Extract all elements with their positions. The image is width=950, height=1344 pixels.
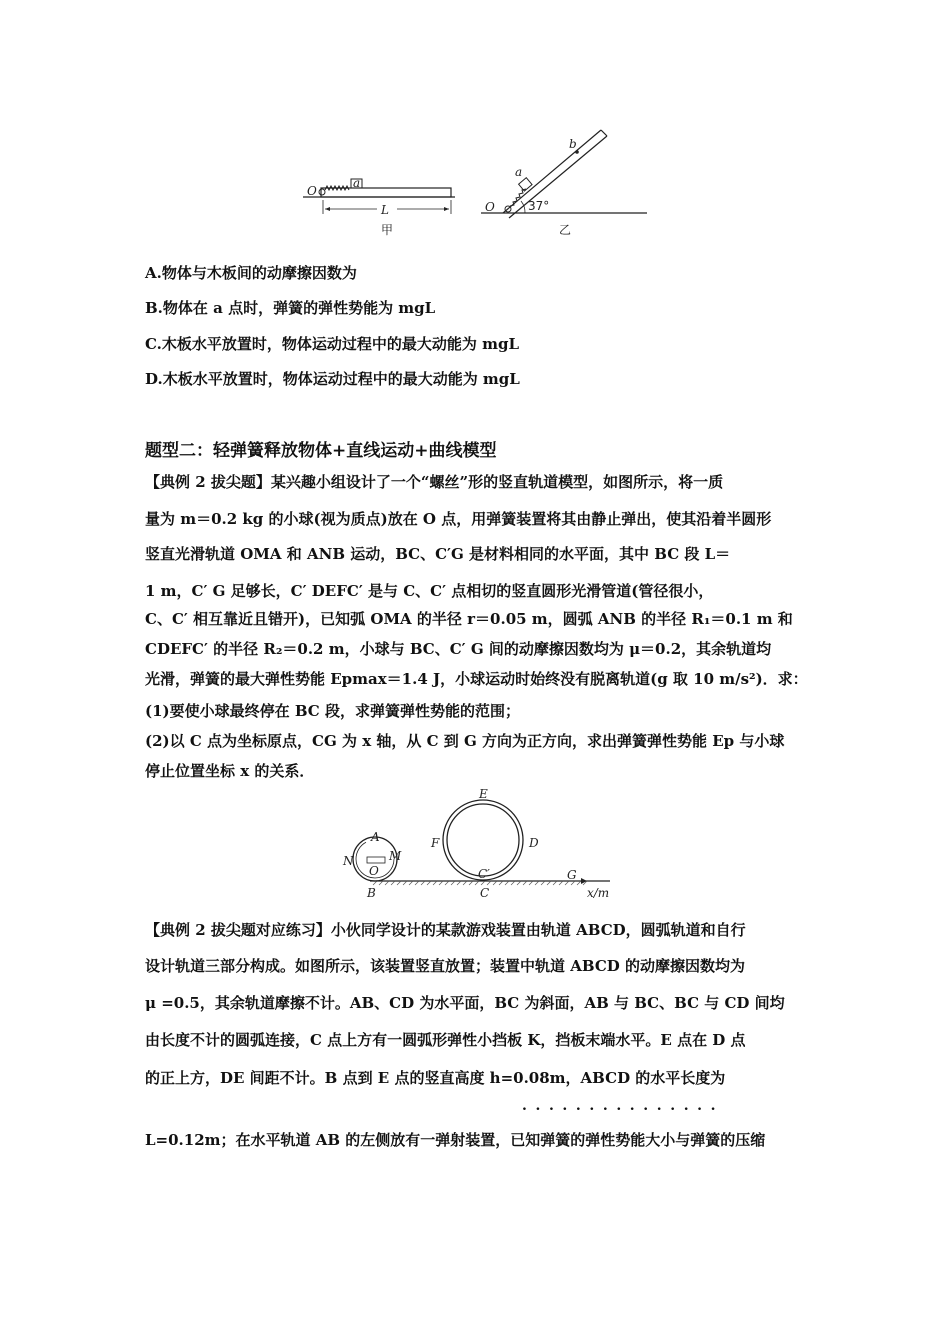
figure-jia	[303, 176, 455, 237]
label-l: L	[381, 203, 389, 217]
example2-line-5: C、C′ 相互靠近且错开)，已知弧 OMA 的半径 r＝0.05 m，圆弧 ANB 的半径 R₁＝0.1 m 和	[145, 610, 793, 628]
example2-line-4: 1 m，C′ G 足够长，C′ DEFC′ 是与 C、C′ 点相切的竖直圆形光滑管道(管径很小，	[145, 582, 714, 600]
practice-line-3: μ =0.5，其余轨道摩擦不计。AB、CD 为水平面，BC 为斜面，AB 与 BC、BC 与 CD 间均	[145, 994, 785, 1012]
example2-line-2: 量为 m＝0.2 kg 的小球(视为质点)放在 O 点，用弹簧装置将其由静止弹出，使其沿着半圆形	[145, 510, 772, 528]
practice-line-6: L=0.12m；在水平轨道 AB 的左侧放有一弹射装置，已知弹簧的弹性势能大小与弹簧的压缩	[145, 1131, 766, 1149]
label-e: E	[479, 787, 488, 801]
example2-line-8: (1)要使小球最终停在 BC 段，求弹簧弹性势能的范围；	[145, 702, 520, 720]
label-a-yi: a	[515, 165, 523, 179]
example2-line-6: CDEFC′ 的半径 R₂＝0.2 m，小球与 BC、C′ G 间的动摩擦因数均为 μ＝0.2，其余轨道均	[145, 640, 772, 658]
label-o: O	[369, 864, 379, 878]
caption-jia: 甲	[381, 223, 394, 237]
label-d: D	[529, 836, 539, 850]
example2-line-1: 【典例 2 拔尖题】某兴趣小组设计了一个“螺丝”形的竖直轨道模型，如图所示，将一质	[145, 473, 724, 491]
example2-line-10: 停止位置坐标 x 的关系．	[145, 762, 315, 780]
label-n: N	[343, 854, 354, 868]
option-a: A.物体与木板间的动摩擦因数为	[145, 264, 357, 282]
label-angle: 37°	[528, 199, 550, 213]
option-c: C.木板水平放置时，物体运动过程中的最大动能为 mgL	[145, 335, 520, 353]
label-a: A	[371, 830, 380, 844]
practice-line-5: 的正上方，DE 间距不计。B 点到 E 点的竖直高度 h=0.08m，ABCD 的水平长度为	[145, 1069, 726, 1087]
practice-line-1: 【典例 2 拔尖题对应练习】小伙同学设计的某款游戏装置由轨道 ABCD，圆弧轨道和自行	[145, 921, 746, 939]
option-b: B.物体在 a 点时，弹簧的弹性势能为 mgL	[145, 299, 436, 317]
example2-line-7: 光滑，弹簧的最大弹性势能 Epmax＝1.4 J，小球运动时始终没有脱离轨道(g 取 10 m/s²)．求：	[145, 670, 808, 688]
practice-line-2: 设计轨道三部分构成。如图所示，该装置竖直放置；装置中轨道 ABCD 的动摩擦因数均为	[145, 957, 745, 975]
label-b-yi: b	[569, 137, 577, 151]
practice-line-4: 由长度不计的圆弧连接，C 点上方有一圆弧形弹性小挡板 K，挡板末端水平。E 点在 D 点	[145, 1031, 746, 1049]
option-d: D.木板水平放置时，物体运动过程中的最大动能为 mgL	[145, 370, 520, 388]
emphasis-dots: ...............	[522, 1098, 725, 1114]
label-c-prime: C′	[478, 867, 490, 881]
figure-board-spring	[295, 120, 655, 242]
section-title: 题型二：轻弹簧释放物体+直线运动+曲线模型	[145, 441, 497, 461]
label-a-jia: a	[353, 176, 361, 190]
label-g: G	[567, 868, 577, 882]
example2-line-3: 竖直光滑轨道 OMA 和 ANB 运动，BC、C′G 是材料相同的水平面，其中 BC 段 L＝	[145, 545, 731, 563]
example2-line-9: (2)以 C 点为坐标原点，CG 为 x 轴，从 C 到 G 方向为正方向，求出弹簧弹性势能 Ep 与小球	[145, 732, 785, 750]
label-b: B	[367, 886, 376, 900]
caption-yi: 乙	[559, 223, 572, 237]
label-o-yi: O	[485, 200, 495, 214]
figure-spiral-track	[335, 785, 625, 910]
label-m: M	[389, 849, 402, 863]
label-c: C	[480, 886, 490, 900]
figure-yi	[481, 130, 647, 237]
label-o-jia: O	[307, 184, 317, 198]
label-axis: x/m	[587, 886, 610, 900]
label-f: F	[431, 836, 440, 850]
